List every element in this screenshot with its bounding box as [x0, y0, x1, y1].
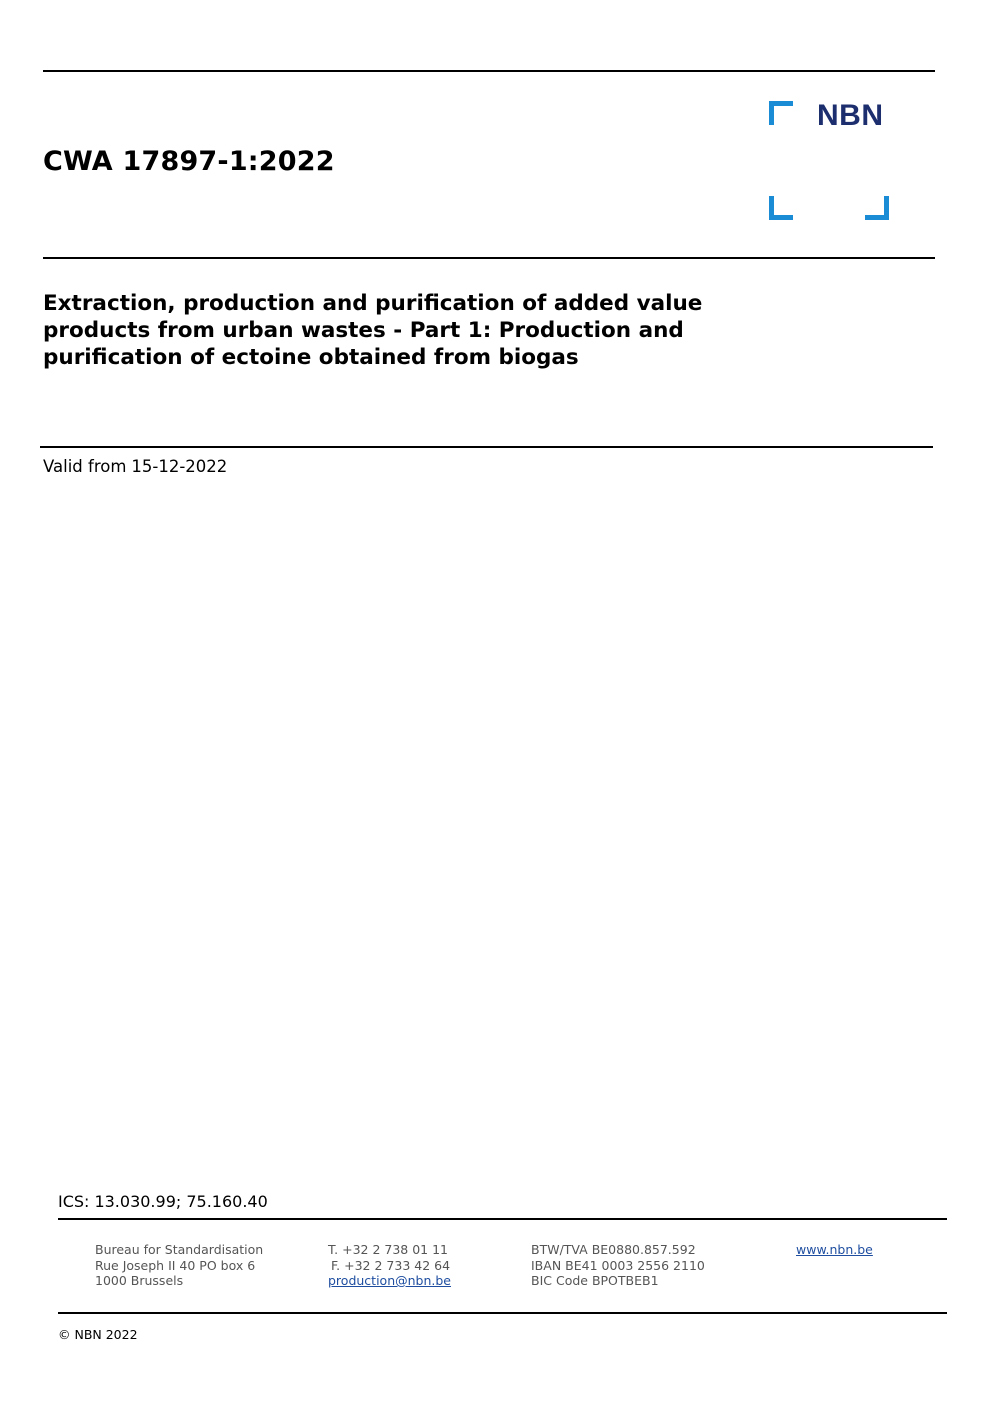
address-line: Bureau for Standardisation: [95, 1242, 264, 1257]
validity-date: 15-12-2022: [131, 457, 228, 476]
ics-label: ICS:: [58, 1192, 90, 1211]
footer-contact: [328, 1242, 451, 1289]
footer-bank-details: [531, 1242, 705, 1289]
footer-address: [95, 1242, 263, 1289]
fax-number: F. +32 2 733 42 64: [331, 1257, 451, 1273]
header-divider: [43, 257, 935, 259]
footer-website: [796, 1242, 873, 1258]
logo-corner-bottom-left-icon: [769, 196, 793, 220]
copyright-notice: © NBN 2022: [58, 1327, 138, 1342]
validity-label: Valid from: [43, 457, 127, 476]
logo-text: NBN: [817, 99, 884, 132]
address-line: 1000 Brussels: [95, 1273, 184, 1288]
validity-line: [43, 457, 227, 476]
footer-top-rule: [58, 1218, 947, 1220]
ics-line: [58, 1192, 268, 1211]
iban: IBAN BE41 0003 2556 2110: [531, 1257, 705, 1273]
bic-code: BIC Code BPOTBEB1: [531, 1273, 659, 1288]
logo-corner-bottom-right-icon: [865, 196, 889, 220]
address-line: Rue Joseph II 40 PO box 6: [95, 1257, 256, 1273]
title-divider: [40, 446, 933, 448]
logo-corner-top-left-icon: [769, 101, 793, 125]
ics-value: 13.030.99; 75.160.40: [94, 1192, 268, 1211]
document-title: [43, 290, 803, 371]
nbn-logo: [768, 100, 892, 224]
title-line-1: Extraction, production and purification of added value: [43, 291, 703, 316]
top-rule: [43, 70, 935, 72]
phone-number: T. +32 2 738 01 11: [328, 1242, 448, 1257]
website-link[interactable]: www.nbn.be: [796, 1242, 873, 1257]
email-link[interactable]: production@nbn.be: [328, 1273, 451, 1288]
document-number: CWA 17897-1:2022: [43, 146, 335, 177]
title-line-3: purification of ectoine obtained from biogas: [43, 345, 579, 370]
title-line-2: products from urban wastes - Part 1: Production and: [43, 318, 684, 343]
footer-bottom-rule: [58, 1312, 947, 1314]
vat-number: BTW/TVA BE0880.857.592: [531, 1242, 696, 1257]
